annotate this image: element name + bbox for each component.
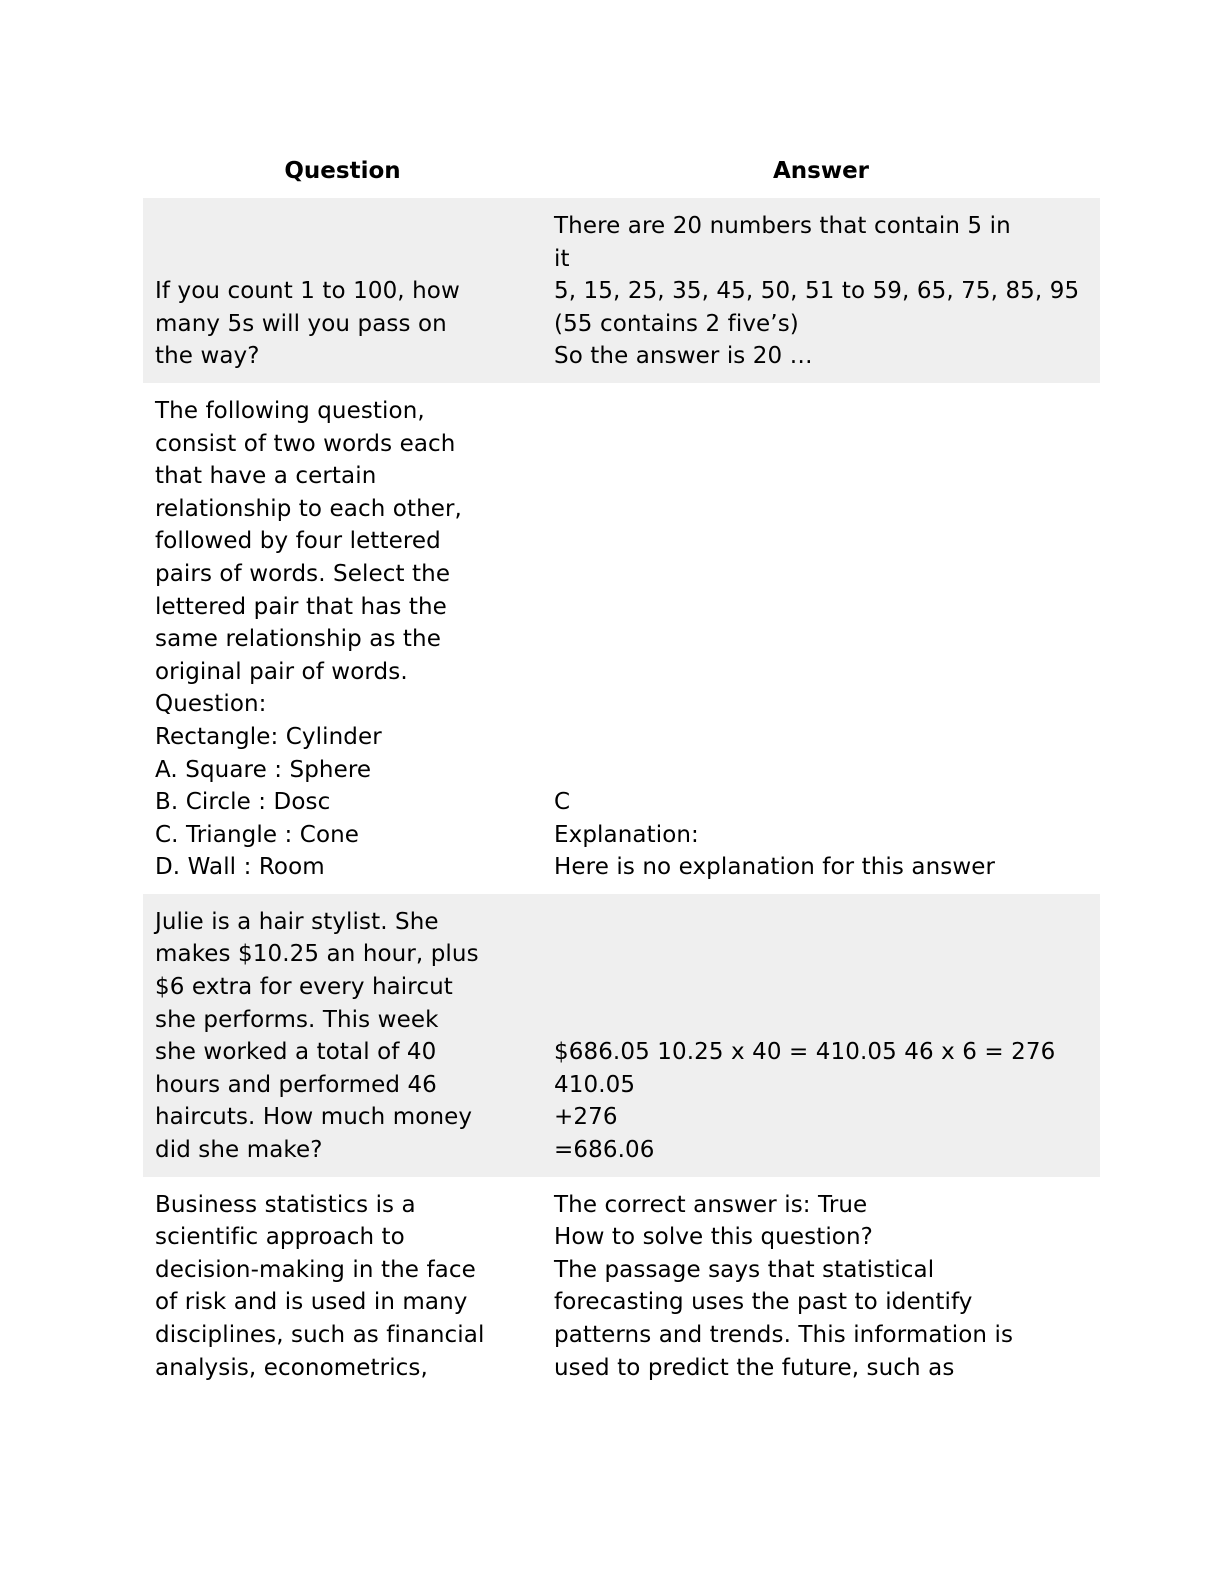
table-row — [143, 198, 1100, 383]
question-line: did she make? — [155, 1137, 323, 1164]
question-line: Question: — [155, 691, 267, 718]
answer-line: forecasting uses the past to identify — [554, 1289, 973, 1316]
question-line: analysis, econometrics, — [155, 1354, 428, 1381]
question-line: D. Wall : Room — [155, 854, 325, 881]
question-cell — [143, 1177, 542, 1395]
question-line: many 5s will you pass on — [155, 310, 447, 337]
answer-line: C — [554, 789, 571, 816]
question-line: The following question, — [155, 397, 425, 424]
question-header: Question — [284, 158, 401, 184]
question-cell — [143, 894, 542, 1177]
answer-line: How to solve this question? — [554, 1224, 873, 1251]
question-line: consist of two words each — [155, 430, 456, 457]
answer-line: (55 contains 2 five’s) — [554, 310, 799, 337]
answer-line: Here is no explanation for this answer — [554, 854, 996, 881]
question-line: original pair of words. — [155, 658, 408, 685]
answer-line: used to predict the future, such as — [554, 1354, 955, 1381]
question-line: she performs. This week — [155, 1006, 439, 1033]
question-line: hours and performed 46 — [155, 1071, 437, 1098]
question-line: the way? — [155, 343, 260, 370]
question-line: lettered pair that has the — [155, 593, 447, 620]
answer-line: $686.05 10.25 x 40 = 410.05 46 x 6 = 276 — [554, 1039, 1056, 1066]
answer-line: 410.05 — [554, 1071, 636, 1098]
answer-line: it — [554, 245, 570, 272]
question-line: makes $10.25 an hour, plus — [155, 941, 479, 968]
header-row — [143, 150, 1100, 198]
answer-line: So the answer is 20 … — [554, 343, 813, 370]
question-line: followed by four lettered — [155, 528, 441, 555]
question-line: disciplines, such as financial — [155, 1322, 485, 1348]
answer-cell — [542, 198, 1100, 383]
question-line: decision-making in the face — [155, 1256, 476, 1283]
question-line: of risk and is used in many — [155, 1289, 468, 1316]
answer-line: =686.06 — [554, 1137, 655, 1164]
question-cell — [143, 383, 542, 894]
table-row — [143, 383, 1100, 894]
question-line: she worked a total of 40 — [155, 1039, 437, 1066]
question-line: $6 extra for every haircut — [155, 974, 453, 1001]
question-line: B. Circle : Dosc — [155, 789, 331, 816]
table-row — [143, 1177, 1100, 1395]
answer-header: Answer — [772, 158, 870, 184]
answer-line: +276 — [554, 1104, 618, 1131]
answer-line: The correct answer is: True — [554, 1191, 868, 1218]
question-line: Business statistics is a — [155, 1191, 416, 1218]
qa-table — [143, 150, 1100, 1394]
question-line: pairs of words. Select the — [155, 560, 451, 587]
answer-cell — [542, 383, 1100, 894]
question-cell — [143, 198, 542, 383]
question-line: Julie is a hair stylist. She — [155, 908, 439, 935]
question-line: relationship to each other, — [155, 495, 462, 522]
answer-line: 5, 15, 25, 35, 45, 50, 51 to 59, 65, 75, 85, 95 — [554, 278, 1080, 305]
answer-cell — [542, 1177, 1100, 1395]
question-line: Rectangle: Cylinder — [155, 723, 382, 750]
question-line: A. Square : Sphere — [155, 756, 372, 783]
question-line: same relationship as the — [155, 626, 441, 653]
answer-cell — [542, 894, 1100, 1177]
table-row — [143, 894, 1100, 1177]
question-line: If you count 1 to 100, how — [155, 278, 460, 305]
question-line: C. Triangle : Cone — [155, 821, 360, 848]
question-line: scientific approach to — [155, 1224, 405, 1251]
question-line: that have a certain — [155, 463, 377, 490]
answer-line: patterns and trends. This information is — [554, 1322, 1014, 1348]
answer-line: There are 20 numbers that contain 5 in — [554, 213, 1011, 239]
answer-line: The passage says that statistical — [554, 1256, 935, 1283]
question-line: haircuts. How much money — [155, 1104, 473, 1131]
answer-line: Explanation: — [554, 821, 699, 848]
